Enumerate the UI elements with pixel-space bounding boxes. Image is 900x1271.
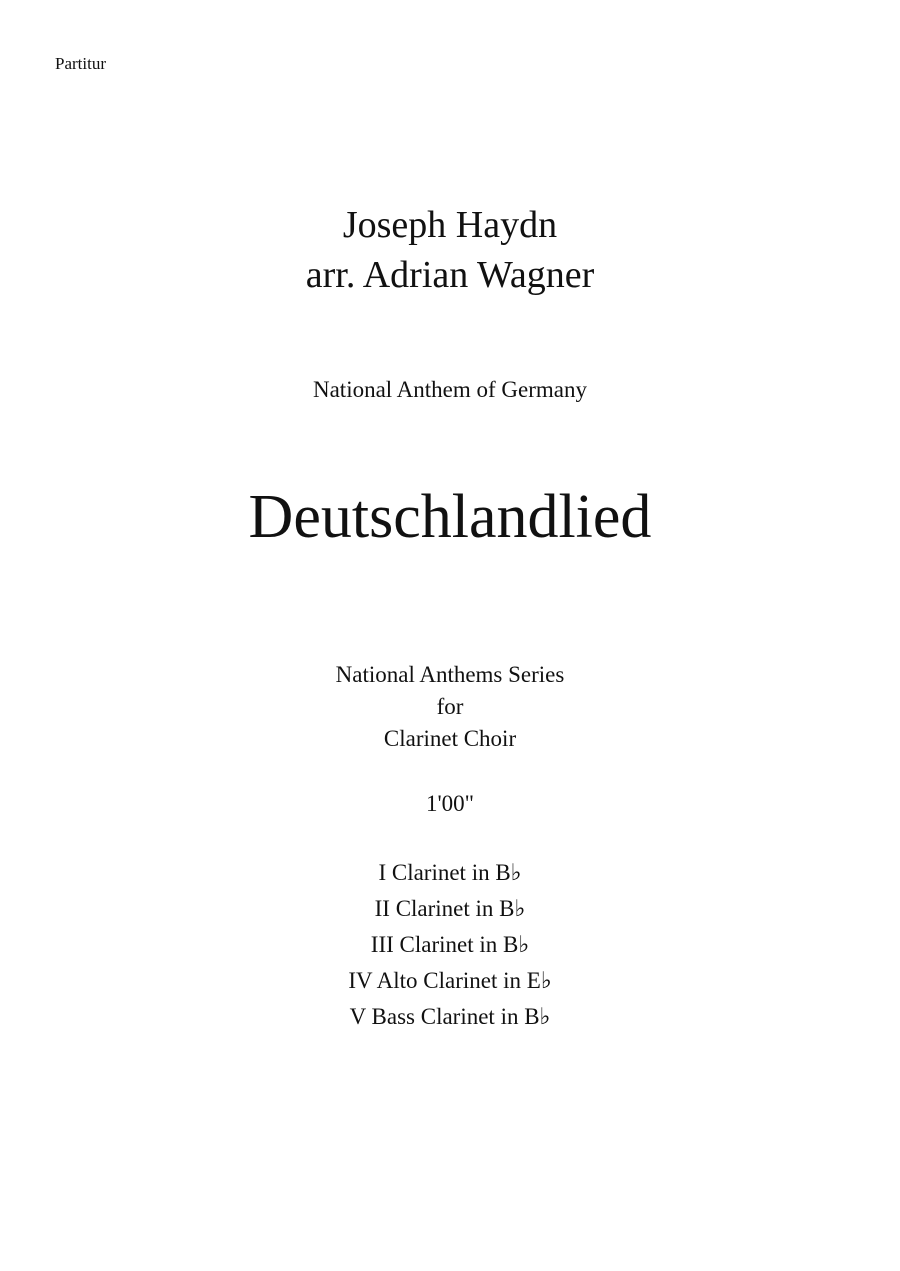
- ensemble-name: Clarinet Choir: [383, 726, 517, 751]
- series-info: [0, 659, 900, 755]
- page-title: Deutschlandlied: [248, 483, 652, 551]
- arranger-name: arr. Adrian Wagner: [305, 254, 595, 296]
- series-connector: for: [436, 694, 464, 719]
- instrument-item: II Clarinet in B♭: [374, 896, 526, 921]
- instrument-item: I Clarinet in B♭: [378, 860, 522, 885]
- header-label: Partitur: [55, 54, 106, 73]
- duration: 1'00": [425, 791, 475, 816]
- instrument-list: [0, 855, 900, 1035]
- composer-name: Joseph Haydn: [342, 204, 558, 246]
- subtitle: National Anthem of Germany: [312, 377, 587, 402]
- instrument-item: IV Alto Clarinet in E♭: [348, 968, 552, 993]
- series-name: National Anthems Series: [335, 662, 565, 687]
- instrument-item: III Clarinet in B♭: [370, 932, 530, 957]
- instrument-item: V Bass Clarinet in B♭: [349, 1004, 551, 1029]
